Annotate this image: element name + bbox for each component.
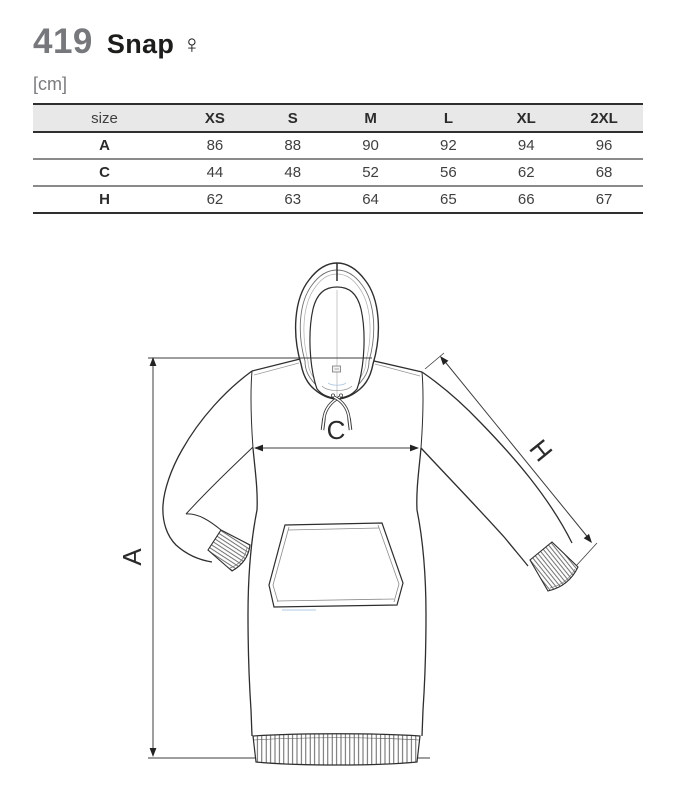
kangaroo-pocket (269, 523, 403, 610)
dim-a-arrow-down (150, 748, 157, 757)
size-header: size (91, 109, 118, 127)
product-code: 419 (33, 22, 93, 61)
cell-a-xl: 94 (517, 137, 535, 154)
cell-a-xs: 86 (206, 137, 224, 154)
col-header-xl: XL (516, 109, 536, 127)
col-header-2xl: 2XL (590, 109, 618, 127)
dim-h-top-extension (425, 353, 444, 369)
dim-label-a: A (117, 548, 147, 566)
dim-label-c: C (326, 415, 346, 445)
dim-label-h: H (523, 433, 559, 468)
col-header-xs: XS (204, 109, 225, 127)
cell-h-m: 64 (362, 191, 379, 208)
cell-c-m: 52 (362, 164, 379, 181)
right-sleeve (421, 372, 578, 591)
dim-h-arrow-down (584, 534, 592, 543)
cell-c-2xl: 68 (595, 164, 613, 181)
cell-h-s: 63 (284, 191, 302, 208)
table-row-c (33, 159, 643, 186)
row-label-c: C (99, 164, 110, 181)
garment-diagram (0, 235, 682, 804)
table-row-h (33, 186, 643, 213)
cell-c-xs: 44 (206, 164, 224, 181)
row-label-a: A (99, 137, 110, 154)
cell-a-m: 90 (362, 137, 379, 154)
unit-label: [cm] (33, 74, 67, 94)
hood (296, 263, 379, 399)
product-header (0, 0, 682, 59)
col-header-m: M (364, 109, 377, 127)
female-icon: ♀ (182, 29, 202, 59)
cell-h-2xl: 67 (595, 191, 613, 208)
cell-c-xl: 62 (517, 164, 535, 181)
cell-a-l: 92 (440, 137, 457, 154)
col-header-s: S (287, 109, 298, 127)
grommet-left (331, 394, 334, 397)
size-table (33, 103, 643, 214)
row-label-h: H (99, 191, 110, 208)
cell-c-l: 56 (440, 164, 457, 181)
hem-rib (253, 734, 420, 765)
cell-a-2xl: 96 (595, 137, 613, 154)
col-header-l: L (443, 109, 453, 127)
cell-a-s: 88 (284, 137, 302, 154)
grommet-right (339, 394, 342, 397)
cell-h-l: 65 (440, 191, 457, 208)
table-header-row (33, 104, 643, 132)
cell-c-s: 48 (284, 164, 302, 181)
product-name: Snap (106, 29, 175, 59)
table-row-a (33, 132, 643, 159)
cell-h-xs: 62 (206, 191, 224, 208)
cell-h-xl: 66 (517, 191, 535, 208)
left-sleeve (163, 371, 253, 571)
dim-h-bottom-extension (576, 543, 597, 566)
